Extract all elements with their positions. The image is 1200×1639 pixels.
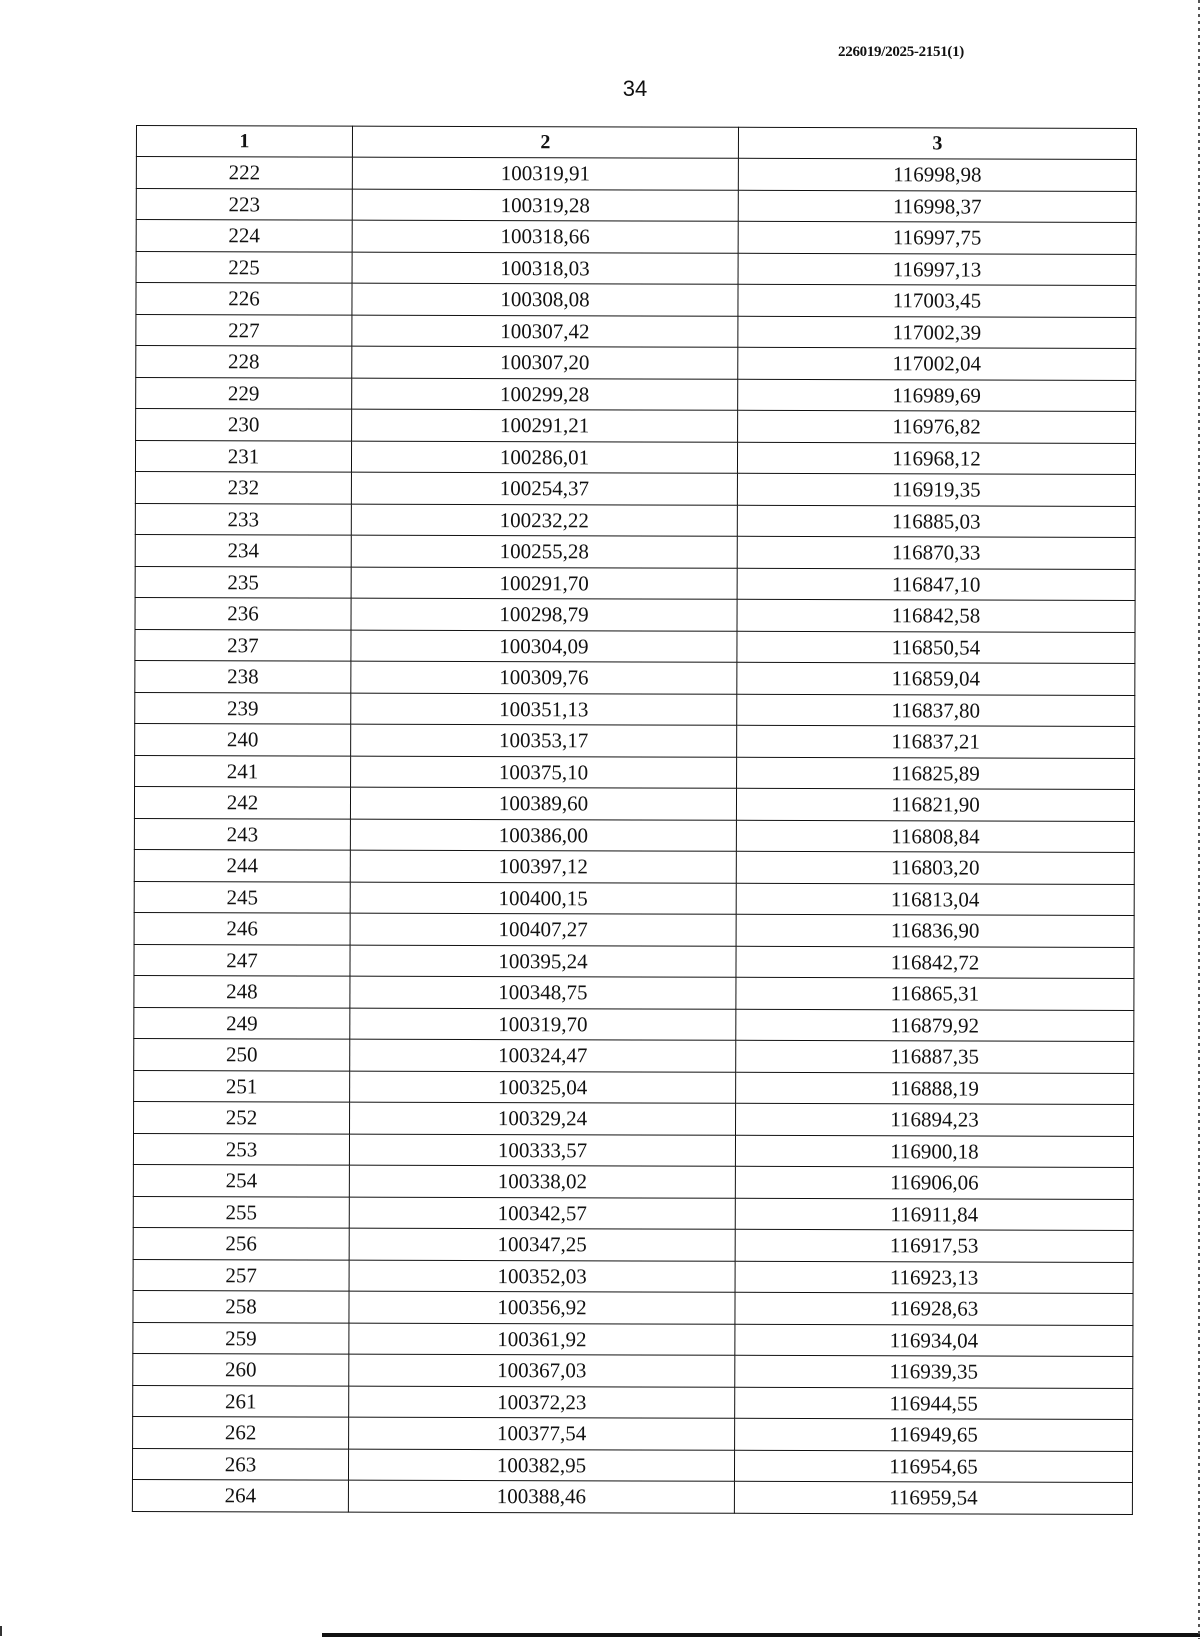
table-row [134,1101,1134,1135]
column-header-2: 2 [352,126,738,158]
point-number-cell: 258 [133,1290,349,1322]
table-row [133,1385,1133,1419]
point-number-cell: 254 [133,1164,349,1196]
point-number-cell: 248 [134,975,350,1007]
table-row [133,1416,1133,1450]
coordinate-y-cell: 116888,19 [736,1072,1134,1105]
table-row [135,440,1135,474]
coordinate-y-cell: 116837,21 [737,725,1135,758]
point-number-cell: 263 [132,1448,348,1480]
coordinates-table [132,125,1137,1514]
point-number-cell: 260 [133,1353,349,1385]
coordinate-x-cell: 100400,15 [350,882,736,915]
column-header-1: 1 [136,126,352,158]
table-row [133,1322,1133,1356]
point-number-cell: 232 [135,471,351,503]
coordinate-y-cell: 116997,75 [738,221,1136,254]
coordinate-x-cell: 100389,60 [350,787,736,820]
coordinate-x-cell: 100318,66 [352,220,738,253]
point-number-cell: 244 [134,849,350,881]
coordinate-x-cell: 100382,95 [348,1449,734,1482]
point-number-cell: 253 [133,1133,349,1165]
coordinate-y-cell: 116837,80 [737,694,1135,727]
table-row [135,755,1135,789]
table-row [133,1227,1133,1261]
coordinate-y-cell: 116900,18 [735,1135,1133,1168]
point-number-cell: 252 [134,1101,350,1133]
coordinates-table-container [132,125,1136,1514]
coordinate-y-cell: 116850,54 [737,631,1135,664]
coordinate-y-cell: 116939,35 [735,1355,1133,1388]
table-row [136,188,1136,222]
point-number-cell: 259 [133,1322,349,1354]
table-row [136,346,1136,380]
point-number-cell: 245 [134,881,350,913]
table-row [136,314,1136,348]
table-header-row [136,126,1136,160]
point-number-cell: 241 [135,755,351,787]
coordinate-y-cell: 116959,54 [734,1481,1132,1514]
coordinate-x-cell: 100325,04 [350,1071,736,1104]
point-number-cell: 230 [136,409,352,441]
coordinate-x-cell: 100329,24 [350,1102,736,1135]
point-number-cell: 238 [135,660,351,692]
coordinate-y-cell: 116859,04 [737,662,1135,695]
point-number-cell: 236 [135,597,351,629]
table-body [132,157,1136,1514]
coordinate-x-cell: 100232,22 [351,504,737,537]
coordinate-y-cell: 116803,20 [736,851,1134,884]
coordinate-y-cell: 116998,37 [738,190,1136,223]
table-row [134,1038,1134,1072]
coordinate-y-cell: 116923,13 [735,1261,1133,1294]
point-number-cell: 235 [135,566,351,598]
coordinate-x-cell: 100308,08 [352,283,738,316]
coordinate-x-cell: 100348,75 [350,976,736,1009]
table-row [134,881,1134,915]
coordinate-y-cell: 116917,53 [735,1229,1133,1262]
point-number-cell: 237 [135,629,351,661]
point-number-cell: 234 [135,534,351,566]
table-row [136,220,1136,254]
coordinate-y-cell: 117002,04 [738,347,1136,380]
table-row [135,566,1135,600]
coordinate-y-cell: 116885,03 [737,505,1135,538]
point-number-cell: 256 [133,1227,349,1259]
coordinate-x-cell: 100254,37 [351,472,737,505]
point-number-cell: 240 [135,723,351,755]
point-number-cell: 229 [136,377,352,409]
coordinate-y-cell: 116842,58 [737,599,1135,632]
coordinate-y-cell: 116954,65 [734,1450,1132,1483]
table-row [134,912,1134,946]
point-number-cell: 255 [133,1196,349,1228]
coordinate-y-cell: 116906,06 [735,1166,1133,1199]
point-number-cell: 228 [136,346,352,378]
coordinate-y-cell: 116968,12 [737,442,1135,475]
coordinate-y-cell: 116919,35 [737,473,1135,506]
table-row [133,1353,1133,1387]
coordinate-x-cell: 100351,13 [351,693,737,726]
point-number-cell: 249 [134,1007,350,1039]
coordinate-y-cell: 116836,90 [736,914,1134,947]
coordinate-x-cell: 100367,03 [349,1354,735,1387]
coordinate-y-cell: 116998,98 [738,158,1136,191]
point-number-cell: 239 [135,692,351,724]
coordinate-y-cell: 116949,65 [735,1418,1133,1451]
table-row [135,471,1135,505]
table-row [133,1133,1133,1167]
table-row [134,975,1134,1009]
point-number-cell: 242 [134,786,350,818]
table-row [134,944,1134,978]
point-number-cell: 222 [136,157,352,189]
table-row [133,1259,1133,1293]
coordinate-x-cell: 100318,03 [352,252,738,285]
table-row [135,660,1135,694]
table-row [136,251,1136,285]
coordinate-x-cell: 100338,02 [349,1165,735,1198]
table-row [134,849,1134,883]
table-row [136,377,1136,411]
coordinate-y-cell: 116944,55 [735,1387,1133,1420]
coordinate-x-cell: 100353,17 [351,724,737,757]
table-row [135,629,1135,663]
document-id: 226019/2025-2151(1) [838,44,964,60]
point-number-cell: 261 [133,1385,349,1417]
point-number-cell: 226 [136,283,352,315]
coordinate-y-cell: 116997,13 [738,253,1136,286]
coordinate-x-cell: 100375,10 [351,756,737,789]
point-number-cell: 264 [132,1479,348,1511]
table-row [135,692,1135,726]
table-row [135,503,1135,537]
table-row [135,597,1135,631]
coordinate-x-cell: 100386,00 [350,819,736,852]
table-row [136,283,1136,317]
scan-mark [0,1626,2,1636]
coordinate-x-cell: 100319,91 [352,157,738,190]
table-row [136,157,1136,191]
point-number-cell: 231 [135,440,351,472]
table-row [132,1479,1132,1513]
coordinate-y-cell: 116847,10 [737,568,1135,601]
coordinate-y-cell: 116825,89 [737,757,1135,790]
coordinate-y-cell: 116911,84 [735,1198,1133,1231]
table-row [133,1164,1133,1198]
coordinate-x-cell: 100347,25 [349,1228,735,1261]
coordinate-x-cell: 100307,20 [352,346,738,379]
table-row [133,1196,1133,1230]
coordinate-y-cell: 116894,23 [736,1103,1134,1136]
coordinate-x-cell: 100352,03 [349,1260,735,1293]
coordinate-y-cell: 116887,35 [736,1040,1134,1073]
table-row [134,818,1134,852]
coordinate-x-cell: 100291,21 [352,409,738,442]
coordinate-y-cell: 116928,63 [735,1292,1133,1325]
point-number-cell: 223 [136,188,352,220]
coordinate-x-cell: 100307,42 [352,315,738,348]
coordinate-x-cell: 100319,28 [352,189,738,222]
column-header-3: 3 [738,127,1136,159]
coordinate-x-cell: 100372,23 [349,1386,735,1419]
coordinate-x-cell: 100361,92 [349,1323,735,1356]
table-row [135,723,1135,757]
point-number-cell: 246 [134,912,350,944]
coordinate-x-cell: 100309,76 [351,661,737,694]
bottom-rule [322,1633,1200,1637]
point-number-cell: 251 [134,1070,350,1102]
coordinate-x-cell: 100319,70 [350,1008,736,1041]
coordinate-x-cell: 100298,79 [351,598,737,631]
coordinate-y-cell: 116976,82 [738,410,1136,443]
coordinate-x-cell: 100255,28 [351,535,737,568]
table-row [136,409,1136,443]
coordinate-x-cell: 100388,46 [348,1480,734,1513]
point-number-cell: 250 [134,1038,350,1070]
coordinate-x-cell: 100395,24 [350,945,736,978]
coordinate-x-cell: 100333,57 [349,1134,735,1167]
coordinate-y-cell: 116821,90 [736,788,1134,821]
table-row [135,534,1135,568]
table-row [132,1448,1132,1482]
point-number-cell: 247 [134,944,350,976]
table-row [134,786,1134,820]
coordinate-y-cell: 116813,04 [736,883,1134,916]
table-row [134,1007,1134,1041]
coordinate-x-cell: 100299,28 [352,378,738,411]
coordinate-x-cell: 100377,54 [349,1417,735,1450]
coordinate-y-cell: 116989,69 [738,379,1136,412]
point-number-cell: 225 [136,251,352,283]
coordinate-x-cell: 100397,12 [350,850,736,883]
coordinate-x-cell: 100286,01 [351,441,737,474]
coordinate-x-cell: 100407,27 [350,913,736,946]
point-number-cell: 227 [136,314,352,346]
table-row [133,1290,1133,1324]
point-number-cell: 233 [135,503,351,535]
coordinate-y-cell: 116808,84 [736,820,1134,853]
coordinate-x-cell: 100356,92 [349,1291,735,1324]
coordinate-x-cell: 100304,09 [351,630,737,663]
point-number-cell: 257 [133,1259,349,1291]
coordinate-y-cell: 116934,04 [735,1324,1133,1357]
point-number-cell: 243 [134,818,350,850]
coordinate-y-cell: 116870,33 [737,536,1135,569]
coordinate-y-cell: 117003,45 [738,284,1136,317]
table-row [134,1070,1134,1104]
point-number-cell: 262 [133,1416,349,1448]
coordinate-x-cell: 100342,57 [349,1197,735,1230]
coordinate-x-cell: 100324,47 [350,1039,736,1072]
point-number-cell: 224 [136,220,352,252]
coordinate-y-cell: 116842,72 [736,946,1134,979]
page-number: 34 [622,76,648,101]
coordinate-y-cell: 116879,92 [736,1009,1134,1042]
coordinate-x-cell: 100291,70 [351,567,737,600]
coordinate-y-cell: 116865,31 [736,977,1134,1010]
coordinate-y-cell: 117002,39 [738,316,1136,349]
